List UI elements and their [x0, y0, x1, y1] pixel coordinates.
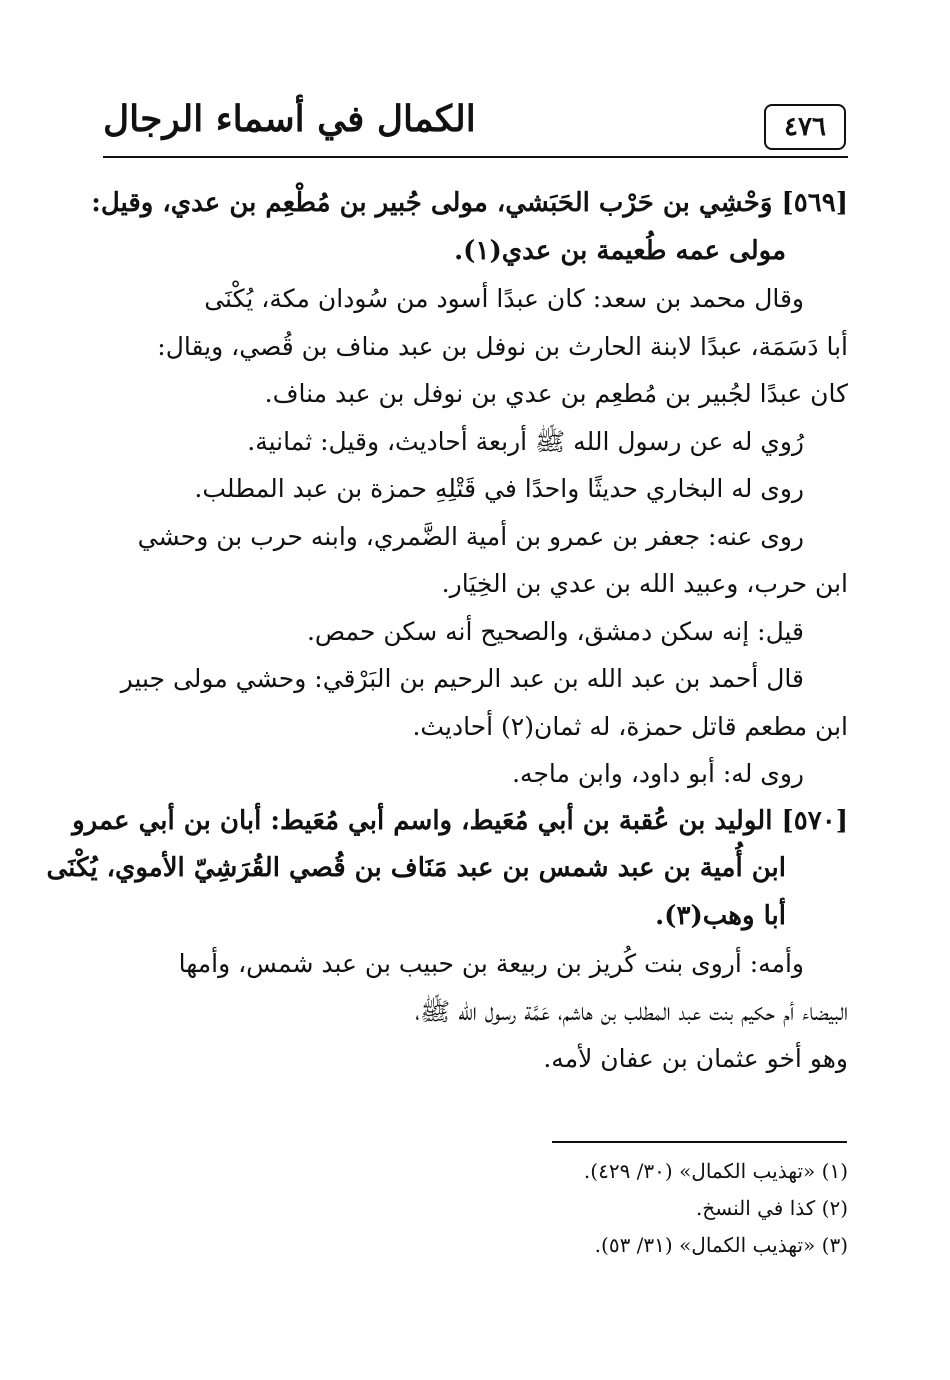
text-line: [٥٧٠] الوليد بن عُقبة بن أبي مُعَيط، واسم أبي مُعَيط: أبان بن أبي عمرو — [72, 805, 848, 836]
text-line: أبا وهب(٣). — [655, 900, 786, 931]
text-line: قال أحمد بن عبد الله بن عبد الرحيم بن البَرْقي: وحشي مولى جبير — [120, 664, 804, 693]
text-line: ابن مطعم قاتل حمزة، له ثمان(٢) أحاديث. — [412, 711, 848, 741]
text-line: وهو أخو عثمان بن عفان لأمه. — [543, 1044, 848, 1073]
page-number: ٤٧٦ — [764, 104, 846, 150]
text-line: كان عبدًا لجُبير بن مُطعِم بن عدي بن نوفل بن عبد مناف. — [264, 379, 848, 408]
footnote: (٣) «تهذيب الكمال» (٣١/ ٥٣). — [594, 1233, 848, 1257]
text-line: رُوي له عن رسول الله ﷺ أربعة أحاديث، وقيل: ثمانية. — [247, 426, 804, 456]
text-line: مولى عمه طُعيمة بن عدي(١). — [454, 235, 786, 266]
running-title: الكمال في أسماء الرجال — [103, 98, 476, 140]
text-line: أبا دَسَمَة، عبدًا لابنة الحارث بن نوفل بن عبد مناف بن قُصي، ويقال: — [157, 331, 848, 361]
footnote: (١) «تهذيب الكمال» (٣٠/ ٤٢٩). — [583, 1159, 848, 1183]
text-line: ابن أُمية بن عبد شمس بن عبد مَنَاف بن قُصي القُرَشِيّ الأموي، يُكْنَى — [46, 853, 786, 883]
footnote-separator — [552, 1141, 847, 1143]
footnote: (٢) كذا في النسخ. — [695, 1196, 848, 1220]
text-line: روى له البخاري حديثًا واحدًا في قَتْلِهِ حمزة بن عبد المطلب. — [194, 474, 804, 503]
text-line: قيل: إنه سكن دمشق، والصحيح أنه سكن حمص. — [306, 616, 804, 646]
text-line: البيضاء أم حكيم بنت عبد المطلب بن هاشم، عَمَّة رسول الله ﷺ، — [415, 996, 848, 1026]
footnotes — [103, 1153, 848, 1264]
text-line: [٥٦٩] وَحْشِي بن حَرْب الحَبَشي، مولى جُبير بن مُطْعِم بن عدي، وقيل: — [91, 188, 848, 218]
page-header — [103, 96, 848, 158]
text-line: ابن حرب، وعبيد الله بن عدي بن الخِيَار. — [441, 569, 848, 598]
main-text — [46, 180, 848, 1083]
text-line: وقال محمد بن سعد: كان عبدًا أسود من سُودان مكة، يُكْنَى — [204, 284, 804, 313]
text-line: روى له: أبو داود، وابن ماجه. — [512, 759, 804, 788]
text-line: وأمه: أروى بنت كُريز بن ربيعة بن حبيب بن عبد شمس، وأمها — [178, 949, 804, 978]
header-rule — [103, 156, 848, 158]
text-line: روى عنه: جعفر بن عمرو بن أمية الضَّمري، وابنه حرب بن وحشي — [137, 521, 804, 551]
